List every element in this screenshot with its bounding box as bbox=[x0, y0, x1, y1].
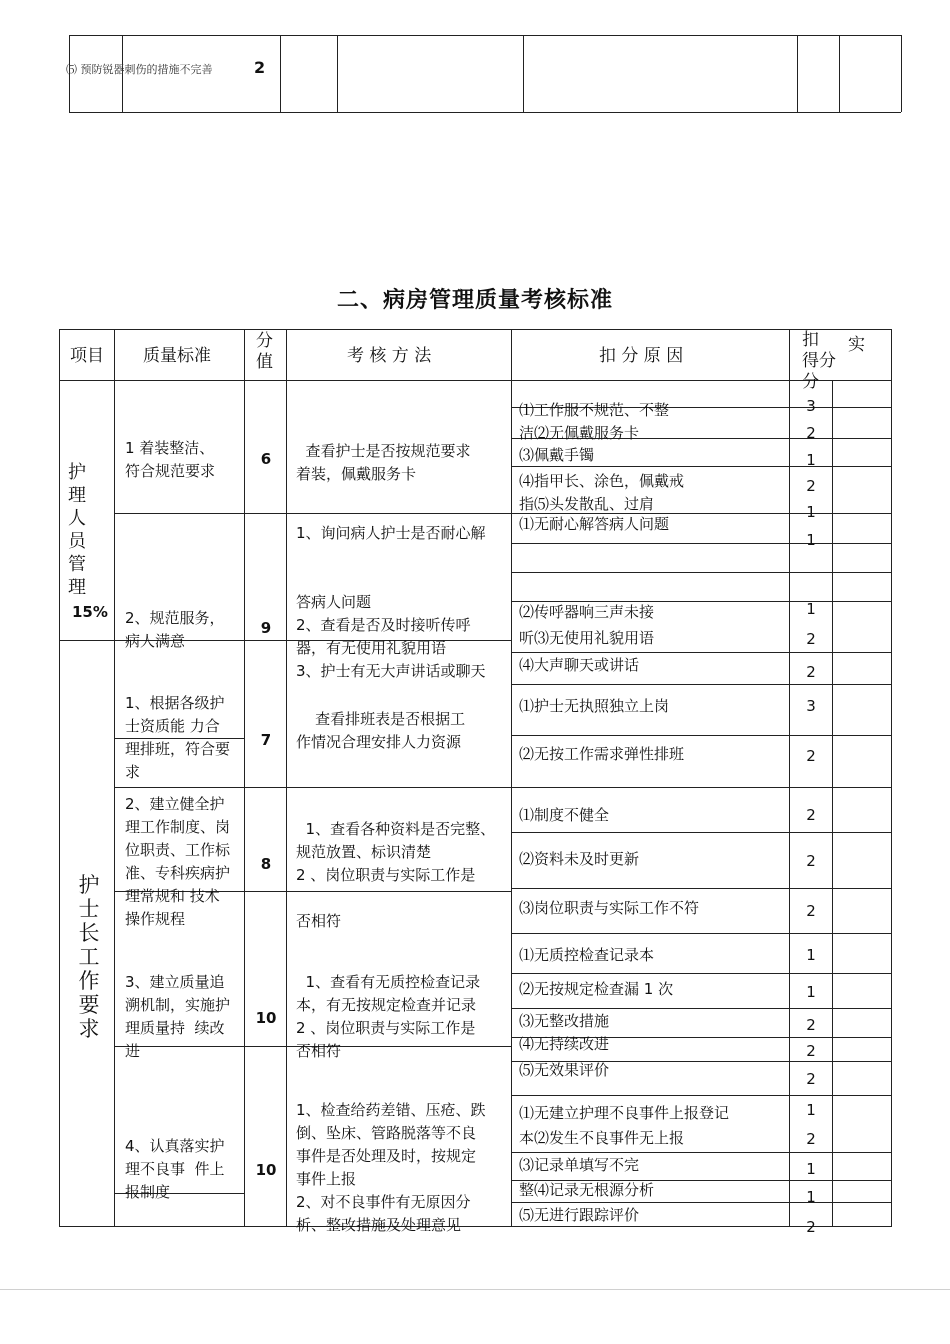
row-deduct: 2 bbox=[806, 747, 816, 765]
row-reason: ⑷无持续改进 bbox=[519, 1035, 610, 1053]
header-actual: 实 bbox=[848, 335, 865, 355]
header-reason: 扣 分 原 因 bbox=[599, 346, 684, 366]
row-reason: ⑶岗位职责与实际工作不符 bbox=[519, 899, 700, 917]
row-reason: 洁⑵无佩戴服务卡 bbox=[519, 424, 640, 442]
row-deduct: 3 bbox=[806, 397, 816, 415]
row-deduct: 2 bbox=[806, 477, 816, 495]
top-table-item-text: ⑸ 预防锐器刺伤的措施不完善 bbox=[66, 63, 213, 76]
row-deduct: 2 bbox=[806, 1042, 816, 1060]
header-score: 分 值 bbox=[256, 331, 273, 372]
row-reason: ⑵传呼器响三声未接 bbox=[519, 603, 655, 621]
row-deduct: 2 bbox=[806, 424, 816, 442]
row-method: 1、询问病人护士是否耐心解 答病人问题 2、查看是否及时接听传呼 器，有无使用礼貌用语 3、护士有无大声讲话或聊天 bbox=[296, 524, 486, 680]
category-head-nurse-requirements: 护 士 长 工 作 要 求 bbox=[78, 873, 100, 1041]
row-reason: ⑶佩戴手镯 bbox=[519, 446, 595, 464]
row-deduct: 2 bbox=[806, 852, 816, 870]
header-method: 考 核 方 法 bbox=[347, 346, 432, 366]
row-standard: 2、建立健全护 理工作制度、岗 位职责、工作标 准、专科疾病护 理常规和 技术 操作规程 bbox=[125, 795, 231, 928]
row-deduct: 1 bbox=[806, 451, 816, 469]
row-deduct: 2 bbox=[806, 1070, 816, 1088]
section-title: 二、病房管理质量考核标准 bbox=[336, 288, 613, 313]
row-method: 查看排班表是否根据工 作情况合理安排人力资源 bbox=[296, 710, 466, 751]
row-score: 10 bbox=[255, 1009, 277, 1027]
category-staff-management: 护 理 人 员 管 理 bbox=[68, 462, 86, 598]
row-method: 查看护士是否按规范要求 着装，佩戴服务卡 bbox=[296, 442, 471, 483]
row-deduct: 2 bbox=[806, 806, 816, 824]
row-reason: ⑴工作服不规范、不整 bbox=[519, 401, 670, 419]
row-reason: 指⑸头发散乱、过肩 bbox=[519, 495, 655, 513]
row-score: 9 bbox=[260, 619, 272, 637]
row-reason: ⑴无建立护理不良事件上报登记 bbox=[519, 1104, 730, 1122]
row-standard: 2、规范服务， 病人满意 bbox=[125, 609, 225, 650]
row-score: 6 bbox=[260, 450, 272, 468]
row-reason: 本⑵发生不良事件无上报 bbox=[519, 1129, 685, 1147]
row-reason: ⑷大声聊天或讲话 bbox=[519, 656, 640, 674]
row-deduct: 2 bbox=[806, 1218, 816, 1236]
row-score: 10 bbox=[255, 1161, 277, 1179]
row-method: 1、查看有无质控检查记录 本，有无按规定检查并记录 2 、岗位职责与实际工作是 否相符 bbox=[296, 973, 481, 1060]
row-reason: ⑵无按工作需求弹性排班 bbox=[519, 745, 685, 763]
top-table-score: 2 bbox=[254, 58, 266, 77]
row-standard: 1 着装整洁、 符合规范要求 bbox=[125, 439, 216, 480]
row-deduct: 1 bbox=[806, 531, 816, 549]
row-deduct: 2 bbox=[806, 1016, 816, 1034]
header-deduct: 扣 得分 分 bbox=[802, 330, 836, 392]
row-deduct: 1 bbox=[806, 1101, 816, 1119]
row-score: 8 bbox=[260, 855, 272, 873]
row-deduct: 1 bbox=[806, 1188, 816, 1206]
header-item: 项目 bbox=[70, 346, 104, 366]
row-standard: 4、认真落实护 理不良事 件上 报制度 bbox=[125, 1137, 225, 1201]
page-separator bbox=[0, 1289, 950, 1290]
row-method: 1、查看各种资料是否完整、 规范放置、标识清楚 2 、岗位职责与实际工作是 否相符 bbox=[296, 820, 496, 930]
row-reason: ⑶无整改措施 bbox=[519, 1012, 610, 1030]
row-reason: 整⑷记录无根源分析 bbox=[519, 1181, 655, 1199]
row-reason: ⑷指甲长、涂色，佩戴戒 bbox=[519, 472, 685, 490]
row-deduct: 2 bbox=[806, 1130, 816, 1148]
row-deduct: 3 bbox=[806, 697, 816, 715]
row-deduct: 2 bbox=[806, 902, 816, 920]
row-reason: ⑵无按规定检查漏 1 次 bbox=[519, 980, 674, 998]
header-standard: 质量标准 bbox=[143, 346, 211, 366]
row-reason: ⑵资料未及时更新 bbox=[519, 850, 640, 868]
row-deduct: 1 bbox=[806, 1160, 816, 1178]
row-deduct: 1 bbox=[806, 600, 816, 618]
row-reason: ⑴护士无执照独立上岗 bbox=[519, 697, 670, 715]
category-staff-weight: 15% bbox=[72, 603, 108, 621]
row-reason: ⑸无进行跟踪评价 bbox=[519, 1206, 640, 1224]
row-reason: ⑴无质控检查记录本 bbox=[519, 946, 655, 964]
row-reason: ⑸无效果评价 bbox=[519, 1061, 610, 1079]
row-deduct: 1 bbox=[806, 503, 816, 521]
row-standard: 3、建立质量追 溯机制，实施护 理质量持 续改 进 bbox=[125, 973, 231, 1060]
row-deduct: 2 bbox=[806, 663, 816, 681]
row-score: 7 bbox=[260, 731, 272, 749]
row-reason: ⑴无耐心解答病人问题 bbox=[519, 515, 670, 533]
row-standard: 1、根据各级护 士资质能 力合 理排班，符合要 求 bbox=[125, 694, 231, 781]
row-reason: 听⑶无使用礼貌用语 bbox=[519, 629, 655, 647]
row-reason: ⑶记录单填写不完 bbox=[519, 1156, 640, 1174]
row-method: 1、检查给药差错、压疮、跌 倒、坠床、管路脱落等不良 事件是否处理及时，按规定 事件上报 2、对不良事件有无原因分 析、整改措施及处理意见 bbox=[296, 1101, 486, 1234]
row-reason: ⑴制度不健全 bbox=[519, 806, 610, 824]
row-deduct: 1 bbox=[806, 983, 816, 1001]
row-deduct: 1 bbox=[806, 946, 816, 964]
row-deduct: 2 bbox=[806, 630, 816, 648]
